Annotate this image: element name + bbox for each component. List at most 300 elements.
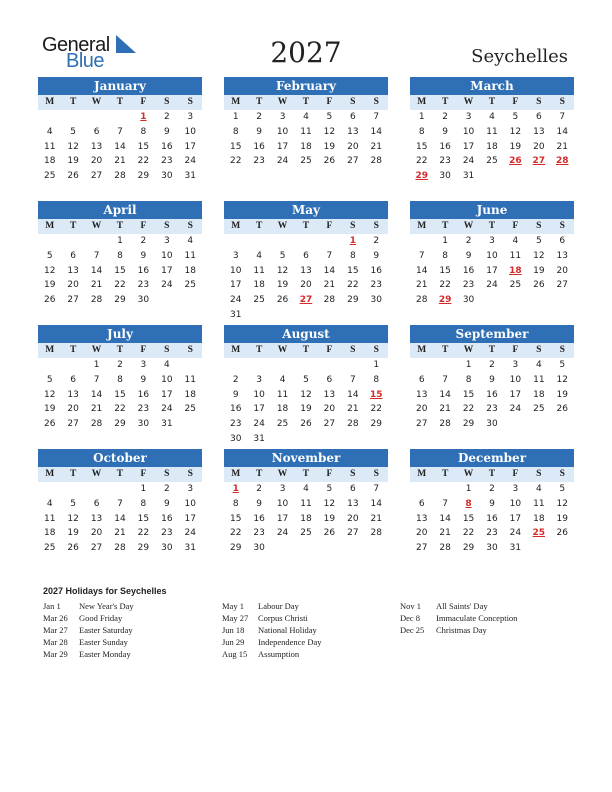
day-cell: 28	[90, 419, 103, 430]
holiday-date: Mar 26	[43, 613, 68, 623]
day-cell	[504, 417, 527, 432]
day-cell: 23	[253, 156, 265, 167]
day-cell: 11	[300, 498, 312, 509]
day-cell: 2	[163, 484, 170, 494]
weekday-label: M	[231, 221, 241, 231]
weekday-label: T	[116, 469, 124, 479]
day-cell: 24	[276, 156, 289, 167]
day-cell: 12	[323, 126, 336, 137]
day-cell	[224, 358, 247, 373]
weekday-row	[38, 343, 202, 358]
holiday-item	[400, 624, 517, 636]
day-cell: 18	[43, 156, 56, 167]
day-cell: 20	[67, 280, 79, 291]
day-cell: 18	[300, 513, 312, 524]
holiday-day-cell: 1	[140, 112, 147, 122]
day-cell: 6	[70, 250, 76, 261]
weekday-label: S	[164, 345, 170, 355]
holiday-column	[222, 600, 321, 660]
day-cell: 15	[137, 513, 150, 524]
weekday-label: M	[417, 345, 427, 355]
day-cell: 12	[556, 498, 568, 509]
weekday-label: M	[45, 97, 55, 107]
weekday-label: W	[277, 469, 288, 479]
day-cell: 5	[512, 112, 519, 122]
day-cell	[247, 358, 270, 373]
day-cell: 24	[161, 280, 173, 291]
day-cell: 28	[439, 543, 451, 554]
day-cell: 26	[67, 543, 79, 554]
day-cell	[527, 169, 550, 184]
day-cell: 18	[276, 404, 289, 415]
day-cell	[294, 541, 317, 556]
day-cell: 15	[347, 265, 359, 276]
week-row	[410, 249, 574, 264]
month-header: March	[410, 77, 574, 95]
weekday-row	[38, 219, 202, 234]
weekday-label: F	[512, 221, 519, 231]
holiday-date: May 1	[222, 601, 244, 611]
logo-blue-text: Blue	[66, 50, 105, 72]
weekday-label: S	[187, 97, 193, 107]
day-cell	[341, 358, 364, 373]
day-cell	[179, 417, 202, 432]
day-cell: 8	[140, 126, 147, 137]
day-cell: 29	[114, 419, 126, 430]
day-cell: 21	[370, 141, 382, 152]
day-cell	[551, 541, 574, 556]
day-cell	[108, 482, 131, 497]
day-cell: 2	[256, 112, 262, 122]
day-cell: 30	[486, 419, 498, 430]
day-cell: 27	[415, 419, 428, 430]
holiday-name: Immaculate Conception	[436, 613, 518, 623]
weekday-label: W	[463, 97, 474, 107]
weekday-label: S	[536, 469, 542, 479]
day-cell: 10	[229, 265, 242, 276]
week-row	[38, 388, 202, 403]
holiday-date: Nov 1	[400, 601, 422, 611]
day-cell: 13	[67, 265, 79, 276]
weekday-label: W	[463, 345, 474, 355]
day-cell: 22	[114, 404, 126, 415]
day-cell: 13	[67, 389, 79, 400]
day-cell: 26	[43, 295, 56, 306]
day-cell: 18	[43, 528, 56, 539]
day-cell	[294, 432, 317, 447]
weekday-label: F	[140, 221, 147, 231]
day-cell: 9	[256, 126, 262, 137]
weekday-label: S	[373, 221, 379, 231]
day-cell	[271, 541, 294, 556]
day-cell: 2	[465, 236, 472, 246]
day-cell: 1	[442, 236, 448, 246]
day-cell: 31	[253, 433, 265, 444]
week-row	[224, 402, 388, 417]
day-cell: 24	[509, 404, 522, 415]
day-cell: 20	[67, 404, 79, 415]
weekday-label: T	[255, 469, 263, 479]
day-cell	[504, 169, 527, 184]
holiday-name: Labour Day	[258, 601, 299, 611]
day-cell: 26	[43, 419, 56, 430]
day-cell	[61, 110, 84, 125]
day-cell: 24	[509, 528, 522, 539]
day-cell: 13	[300, 265, 312, 276]
day-cell: 30	[229, 433, 242, 444]
day-cell: 30	[137, 419, 150, 430]
day-cell: 30	[161, 171, 173, 182]
week-row	[410, 264, 574, 279]
holiday-day-cell: 25	[532, 528, 546, 539]
week-row	[410, 512, 574, 527]
day-cell: 19	[509, 141, 522, 152]
weekday-label: W	[277, 97, 288, 107]
day-cell: 11	[276, 389, 289, 400]
day-cell: 30	[439, 171, 451, 182]
day-cell: 7	[117, 126, 123, 137]
week-row	[38, 482, 202, 497]
day-cell: 21	[439, 528, 451, 539]
holiday-date: Mar 28	[43, 637, 68, 647]
day-cell: 23	[486, 404, 498, 415]
week-row	[224, 432, 388, 447]
day-cell: 17	[509, 389, 522, 400]
month-january	[38, 77, 202, 184]
day-cell: 8	[232, 498, 239, 509]
holiday-day-cell: 15	[369, 389, 383, 400]
day-cell	[480, 169, 503, 184]
day-cell: 9	[140, 250, 147, 261]
weekday-row	[224, 467, 388, 482]
day-cell: 5	[279, 250, 286, 261]
week-row	[224, 140, 388, 155]
day-cell: 11	[533, 498, 545, 509]
week-row	[410, 526, 574, 541]
day-cell: 15	[462, 389, 475, 400]
week-row	[224, 482, 388, 497]
day-cell: 19	[67, 156, 79, 167]
weekday-label: T	[116, 97, 124, 107]
day-cell: 2	[256, 484, 262, 494]
weekday-label: S	[187, 345, 193, 355]
day-cell: 17	[509, 513, 522, 524]
day-cell	[155, 293, 178, 308]
holiday-item	[43, 600, 134, 612]
holiday-day-cell: 27	[299, 295, 313, 306]
day-cell: 24	[276, 528, 289, 539]
day-cell: 24	[184, 528, 196, 539]
day-cell: 25	[253, 295, 265, 306]
week-row	[38, 526, 202, 541]
day-cell: 25	[276, 419, 289, 430]
day-cell: 26	[323, 156, 336, 167]
weekday-label: S	[536, 221, 542, 231]
week-row	[224, 541, 388, 556]
holiday-item	[400, 600, 517, 612]
day-cell	[224, 234, 247, 249]
day-cell: 20	[347, 141, 359, 152]
day-cell: 26	[276, 295, 289, 306]
weekday-label: F	[140, 97, 147, 107]
holiday-name: Good Friday	[79, 613, 123, 623]
week-row	[38, 264, 202, 279]
day-cell: 18	[300, 141, 312, 152]
day-cell: 16	[229, 404, 242, 415]
day-cell: 26	[300, 419, 312, 430]
holiday-date: Jun 29	[222, 637, 245, 647]
day-cell: 4	[163, 360, 170, 370]
weekday-label: S	[559, 97, 565, 107]
week-row	[410, 154, 574, 169]
day-cell: 22	[370, 404, 382, 415]
month-header: August	[224, 325, 388, 343]
holiday-item	[43, 624, 134, 636]
weekday-label: S	[164, 97, 170, 107]
day-cell: 24	[486, 280, 498, 291]
day-cell: 5	[559, 484, 566, 494]
day-cell	[551, 293, 574, 308]
day-cell: 17	[276, 141, 289, 152]
day-cell: 20	[323, 404, 336, 415]
day-cell: 19	[43, 280, 56, 291]
day-cell: 6	[326, 374, 333, 385]
day-cell: 25	[43, 171, 56, 182]
day-cell: 10	[276, 126, 289, 137]
weekday-label: M	[45, 345, 55, 355]
day-cell: 6	[70, 374, 76, 385]
day-cell: 25	[486, 156, 498, 167]
weekday-label: S	[350, 345, 356, 355]
day-cell: 15	[229, 513, 242, 524]
holiday-item	[222, 612, 321, 624]
day-cell: 7	[442, 498, 448, 509]
day-cell: 27	[67, 419, 79, 430]
day-cell	[341, 432, 364, 447]
day-cell: 5	[559, 360, 566, 370]
day-cell: 8	[418, 126, 425, 137]
weekday-row	[38, 95, 202, 110]
holiday-day-cell: 1	[232, 484, 239, 494]
day-cell: 12	[323, 498, 336, 509]
day-cell: 5	[70, 126, 76, 137]
day-cell: 6	[93, 498, 100, 509]
day-cell: 2	[489, 360, 495, 370]
day-cell: 29	[137, 171, 150, 182]
day-cell	[271, 308, 294, 323]
holiday-day-cell: 29	[438, 295, 452, 306]
day-cell: 26	[67, 171, 79, 182]
week-row	[224, 497, 388, 512]
day-cell: 27	[323, 419, 336, 430]
day-cell: 23	[137, 404, 150, 415]
weekday-label: T	[441, 469, 449, 479]
day-cell: 12	[43, 265, 56, 276]
day-cell	[341, 308, 364, 323]
weekday-label: S	[536, 97, 542, 107]
week-row	[38, 154, 202, 169]
weekday-row	[410, 219, 574, 234]
day-cell: 29	[462, 543, 475, 554]
day-cell: 1	[232, 112, 239, 122]
weekday-row	[224, 219, 388, 234]
day-cell: 25	[509, 280, 522, 291]
day-cell: 26	[556, 404, 568, 415]
day-cell: 9	[163, 498, 170, 509]
weekday-label: S	[164, 469, 170, 479]
day-cell: 21	[370, 513, 382, 524]
day-cell: 24	[229, 295, 242, 306]
weekday-label: W	[277, 345, 288, 355]
week-row	[38, 358, 202, 373]
month-february	[224, 77, 388, 169]
day-cell: 13	[415, 389, 428, 400]
weekday-label: S	[350, 469, 356, 479]
weekday-row	[38, 467, 202, 482]
month-december	[410, 449, 574, 556]
week-row	[38, 402, 202, 417]
holiday-date: Mar 29	[43, 649, 68, 659]
day-cell: 29	[347, 295, 359, 306]
day-cell: 27	[347, 528, 359, 539]
weekday-label: F	[512, 469, 519, 479]
weekday-label: T	[488, 345, 496, 355]
day-cell: 15	[114, 389, 126, 400]
day-cell	[247, 234, 270, 249]
day-cell: 5	[70, 498, 76, 509]
weekday-label: M	[417, 97, 427, 107]
day-cell: 20	[415, 528, 428, 539]
day-cell: 25	[533, 404, 545, 415]
day-cell: 22	[114, 280, 126, 291]
month-header: July	[38, 325, 202, 343]
day-cell: 5	[535, 236, 542, 246]
weekday-label: T	[255, 345, 263, 355]
day-cell	[341, 541, 364, 556]
week-row	[410, 358, 574, 373]
day-cell: 11	[300, 126, 312, 137]
weekday-label: W	[277, 221, 288, 231]
day-cell: 23	[462, 280, 475, 291]
day-cell: 23	[229, 419, 242, 430]
day-cell: 9	[163, 126, 170, 137]
day-cell: 28	[347, 419, 359, 430]
day-cell: 6	[303, 250, 309, 261]
weekday-row	[224, 95, 388, 110]
page-title-year: 2027	[270, 36, 342, 69]
day-cell: 25	[184, 280, 196, 291]
weekday-label: W	[91, 97, 102, 107]
day-cell: 15	[439, 265, 451, 276]
day-cell: 19	[43, 404, 56, 415]
day-cell: 10	[161, 374, 173, 385]
day-cell: 14	[90, 389, 103, 400]
weekday-row	[224, 343, 388, 358]
day-cell: 9	[373, 250, 380, 261]
day-cell: 25	[300, 528, 312, 539]
week-row	[410, 234, 574, 249]
day-cell: 30	[462, 295, 475, 306]
day-cell: 4	[535, 484, 542, 494]
day-cell: 27	[67, 295, 79, 306]
day-cell: 7	[326, 250, 333, 261]
day-cell: 25	[43, 543, 56, 554]
holiday-name: Corpus Christi	[258, 613, 308, 623]
day-cell: 18	[533, 389, 545, 400]
day-cell: 3	[256, 374, 262, 385]
day-cell	[365, 308, 388, 323]
month-june	[410, 201, 574, 308]
weekday-label: T	[69, 345, 77, 355]
day-cell: 1	[465, 360, 472, 370]
weekday-label: W	[91, 345, 102, 355]
weekday-label: T	[69, 469, 77, 479]
week-row	[38, 234, 202, 249]
week-row	[224, 249, 388, 264]
day-cell: 17	[161, 265, 173, 276]
week-row	[410, 482, 574, 497]
day-cell: 12	[67, 513, 79, 524]
day-cell: 7	[418, 250, 425, 261]
day-cell: 15	[462, 513, 475, 524]
holiday-name: National Holiday	[258, 625, 317, 635]
holiday-item	[400, 612, 517, 624]
day-cell: 13	[415, 513, 428, 524]
day-cell	[527, 417, 550, 432]
day-cell	[365, 432, 388, 447]
day-cell: 29	[114, 295, 126, 306]
day-cell: 5	[46, 250, 53, 261]
weekday-label: F	[326, 221, 333, 231]
day-cell: 8	[117, 374, 123, 385]
month-header: September	[410, 325, 574, 343]
holiday-item	[222, 600, 321, 612]
day-cell: 31	[161, 419, 173, 430]
day-cell: 13	[347, 498, 359, 509]
day-cell: 10	[276, 498, 289, 509]
day-cell: 28	[370, 156, 382, 167]
day-cell: 7	[559, 112, 566, 122]
day-cell: 8	[373, 374, 380, 385]
day-cell: 26	[556, 528, 568, 539]
holiday-name: Christmas Day	[436, 625, 487, 635]
week-row	[38, 125, 202, 140]
day-cell: 20	[90, 528, 103, 539]
weekday-label: M	[231, 345, 241, 355]
day-cell: 20	[300, 280, 312, 291]
weekday-row	[410, 95, 574, 110]
day-cell	[294, 308, 317, 323]
day-cell: 4	[303, 112, 309, 122]
day-cell: 17	[184, 141, 196, 152]
day-cell: 28	[439, 419, 451, 430]
day-cell: 22	[462, 404, 475, 415]
holiday-day-cell: 18	[509, 265, 522, 276]
day-cell: 19	[323, 513, 336, 524]
day-cell: 23	[439, 156, 451, 167]
day-cell: 7	[442, 374, 448, 385]
month-header: January	[38, 77, 202, 95]
day-cell: 16	[486, 513, 498, 524]
weekday-label: M	[45, 221, 55, 231]
week-row	[410, 373, 574, 388]
day-cell: 31	[462, 171, 475, 182]
day-cell	[551, 169, 574, 184]
day-cell	[271, 358, 294, 373]
day-cell: 10	[161, 250, 173, 261]
weekday-label: M	[231, 97, 241, 107]
holiday-item	[43, 612, 134, 624]
